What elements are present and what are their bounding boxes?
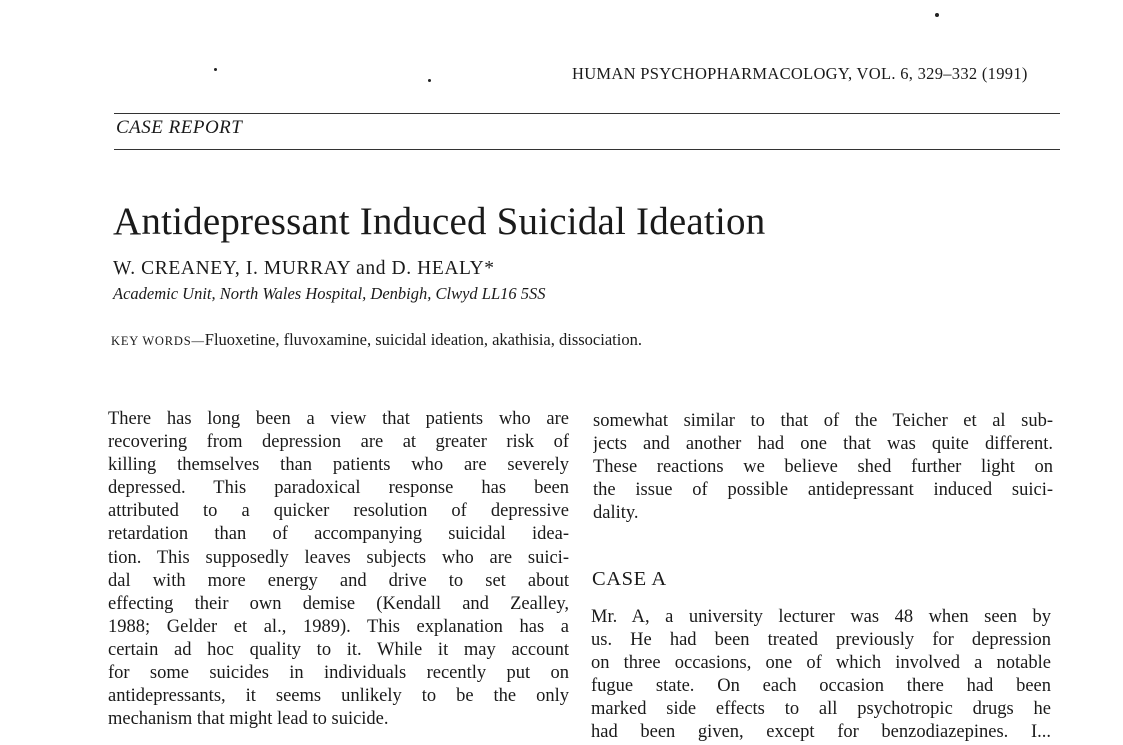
text-line: attributed to a quicker resolution of depressive <box>108 501 569 522</box>
text-line: antidepressants, it seems unlikely to be the only <box>108 686 569 707</box>
keywords <box>111 330 642 350</box>
top-rule <box>114 113 1060 114</box>
text-line: 1988; Gelder et al., 1989). This explanation has a <box>108 616 569 637</box>
affiliation: Academic Unit, North Wales Hospital, Denbigh, Clwyd LL16 5SS <box>113 284 546 303</box>
case-text <box>591 606 1051 745</box>
text-line: killing themselves than patients who are severely <box>108 455 569 476</box>
text-line: There has long been a view that patients who are <box>108 409 569 429</box>
text-line: marked side effects to all psychotropic drugs he <box>591 699 1051 720</box>
text-line: Mr. A, a university lecturer was 48 when seen by <box>591 607 1051 627</box>
text-line: somewhat similar to that of the Teicher et al sub- <box>593 411 1053 431</box>
text-line: had been given, except for benzodiazepines. I... <box>591 722 1051 743</box>
case-heading: CASE A <box>592 568 667 590</box>
keywords-label: KEY WORDS— <box>111 334 205 348</box>
text-line: jects and another had one that was quite different. <box>593 434 1053 455</box>
text-line: retardation than of accompanying suicidal idea- <box>108 524 569 545</box>
bottom-rule <box>114 149 1060 150</box>
text-line: mechanism that might lead to suicide. <box>108 709 389 730</box>
text-line: fugue state. On each occasion there had been <box>591 676 1051 697</box>
right-column-intro <box>593 410 1053 525</box>
authors: W. CREANEY, I. MURRAY and D. HEALY* <box>113 258 495 279</box>
text-line: depressed. This paradoxical response has been <box>108 478 569 499</box>
journal-citation: HUMAN PSYCHOPHARMACOLOGY, VOL. 6, 329–332 (1991) <box>572 64 1028 83</box>
text-line: us. He had been treated previously for depression <box>591 630 1051 651</box>
section-label: CASE REPORT <box>116 117 243 138</box>
article-title: Antidepressant Induced Suicidal Ideation <box>113 200 766 243</box>
text-line: tion. This supposedly leaves subjects who are suici- <box>108 547 569 568</box>
text-line: dal with more energy and drive to set about <box>108 570 569 591</box>
left-column <box>108 408 569 731</box>
text-line: recovering from depression are at greater risk of <box>108 432 569 453</box>
text-line: These reactions we believe shed further light on <box>593 457 1053 478</box>
text-line: certain ad hoc quality to it. While it may account <box>108 639 569 660</box>
keywords-list: Fluoxetine, fluvoxamine, suicidal ideation, akathisia, dissociation. <box>204 330 642 349</box>
scan-speck <box>935 13 939 17</box>
text-line: dality. <box>593 503 639 524</box>
scan-speck <box>214 68 217 71</box>
text-line: the issue of possible antidepressant induced suici- <box>593 480 1053 501</box>
text-line: on three occasions, one of which involved a notable <box>591 653 1051 674</box>
scan-speck <box>428 79 431 82</box>
text-line: effecting their own demise (Kendall and Zealley, <box>108 593 569 614</box>
text-line: for some suicides in individuals recently put on <box>108 663 569 684</box>
